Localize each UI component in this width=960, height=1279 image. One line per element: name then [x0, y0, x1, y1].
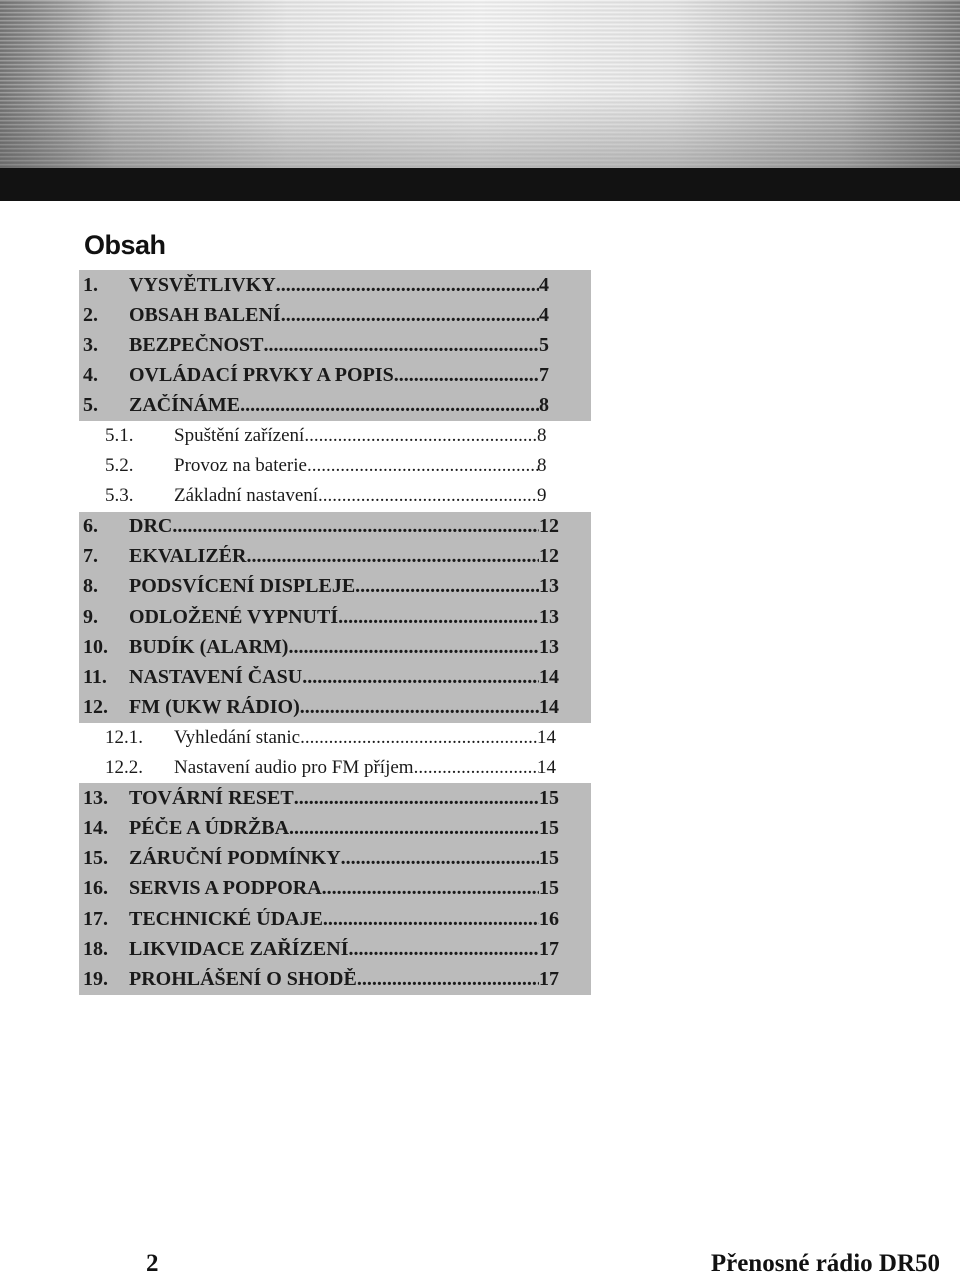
toc-entry-label: SERVIS A PODPORA — [129, 877, 322, 900]
toc-entry[interactable] — [79, 874, 591, 904]
toc-entry-leader — [129, 274, 539, 297]
toc-entry-number: 11. — [83, 666, 107, 689]
toc-entry-page: 8 — [539, 394, 549, 417]
toc-dot-leader — [246, 545, 539, 568]
toc-entry-page: 14 — [539, 696, 559, 719]
toc-entry-label: Provoz na baterie — [174, 455, 307, 477]
toc-entry-label: PODSVÍCENÍ DISPLEJE — [129, 575, 356, 598]
toc-dot-leader — [240, 394, 539, 417]
toc-entry[interactable] — [79, 421, 591, 451]
toc-entry[interactable] — [79, 844, 591, 874]
toc-entry-page: 5 — [539, 333, 549, 356]
toc-entry-page: 14 — [537, 726, 556, 748]
toc-entry-number: 7. — [83, 545, 98, 568]
toc-entry-leader — [129, 847, 539, 870]
toc-dot-leader — [300, 727, 539, 749]
toc-entry-page: 12 — [539, 545, 559, 568]
toc-dot-leader — [341, 847, 539, 870]
toc-entry-leader — [174, 485, 539, 507]
toc-dot-leader — [349, 938, 540, 961]
toc-entry[interactable] — [79, 270, 591, 300]
toc-dot-leader — [355, 575, 539, 598]
toc-entry-leader — [129, 666, 539, 689]
toc-dot-leader — [304, 425, 539, 447]
toc-entry-label: ZÁRUČNÍ PODMÍNKY — [129, 847, 341, 870]
toc-dot-leader — [318, 485, 539, 507]
footer-product-title: Přenosné rádio DR50 — [710, 1250, 940, 1277]
toc-entry-page: 15 — [539, 847, 559, 870]
toc-entry[interactable] — [79, 693, 591, 723]
toc-entry-number: 10. — [83, 635, 108, 658]
toc-entry-number: 16. — [83, 877, 108, 900]
toc-entry[interactable] — [79, 753, 591, 783]
toc-entry[interactable] — [79, 783, 591, 813]
toc-entry[interactable] — [79, 330, 591, 360]
toc-entry[interactable] — [79, 602, 591, 632]
toc-entry-leader — [129, 575, 539, 598]
toc-entry-label: BUDÍK (ALARM) — [129, 635, 289, 658]
toc-dot-leader — [300, 696, 539, 719]
toc-entry-label: OVLÁDACÍ PRVKY A POPIS — [129, 364, 394, 387]
toc-entry-label: NASTAVENÍ ČASU — [129, 666, 303, 689]
toc-entry[interactable] — [79, 361, 591, 391]
toc-entry-number: 5. — [83, 394, 98, 417]
toc-entry[interactable] — [79, 813, 591, 843]
toc-entry-leader — [129, 515, 539, 538]
header-decorative-band — [0, 0, 960, 168]
toc-entry-number: 3. — [83, 333, 98, 356]
toc-entry-leader — [129, 968, 539, 991]
toc-entry[interactable] — [79, 451, 591, 481]
toc-entry-label: Základní nastavení — [174, 485, 319, 507]
toc-dot-leader — [302, 666, 539, 689]
toc-entry-page: 13 — [539, 575, 559, 598]
toc-entry-label: Spuštění zařízení — [174, 425, 305, 447]
footer-page-number: 2 — [146, 1250, 159, 1277]
toc-entry-label: VYSVĚTLIVKY — [129, 273, 276, 296]
toc-entry-number: 9. — [83, 605, 98, 628]
toc-entry-leader — [129, 938, 539, 961]
toc-dot-leader — [289, 817, 539, 840]
toc-dot-leader — [338, 606, 539, 629]
toc-entry-page: 15 — [539, 877, 559, 900]
toc-entry-page: 4 — [539, 303, 549, 326]
toc-entry[interactable] — [79, 904, 591, 934]
toc-entry-leader — [174, 455, 539, 477]
toc-entry[interactable] — [79, 542, 591, 572]
toc-entry-page: 16 — [539, 907, 559, 930]
toc-entry[interactable] — [79, 512, 591, 542]
toc-dot-leader — [394, 364, 539, 387]
toc-entry-number: 5.3. — [105, 485, 134, 507]
toc-entry-label: PROHLÁŠENÍ O SHODĚ — [129, 967, 357, 990]
toc-entry-page: 17 — [539, 967, 559, 990]
toc-entry-label: PÉČE A ÚDRŽBA — [129, 816, 290, 839]
toc-entry-label: ZAČÍNÁME — [129, 394, 241, 417]
toc-entry[interactable] — [79, 572, 591, 602]
toc-entry-page: 14 — [537, 757, 556, 779]
toc-entry-page: 15 — [539, 816, 559, 839]
toc-dot-leader — [276, 274, 539, 297]
toc-entry-label: OBSAH BALENÍ — [129, 303, 281, 326]
toc-entry-page: 7 — [539, 364, 549, 387]
toc-entry-page: 14 — [539, 666, 559, 689]
toc-dot-leader — [307, 455, 539, 477]
toc-entry-number: 12.2. — [105, 757, 143, 779]
toc-entry[interactable] — [79, 662, 591, 692]
toc-entry[interactable] — [79, 391, 591, 421]
toc-dot-leader — [357, 968, 539, 991]
toc-entry-label: TECHNICKÉ ÚDAJE — [129, 907, 323, 930]
header-black-bar — [0, 168, 960, 201]
toc-entry-page: 9 — [537, 485, 547, 507]
toc-dot-leader — [281, 304, 539, 327]
toc-entry-leader — [174, 757, 539, 779]
toc-entry-page: 8 — [537, 425, 547, 447]
toc-entry-leader — [129, 545, 539, 568]
toc-dot-leader — [263, 334, 539, 357]
toc-entry-number: 5.2. — [105, 455, 134, 477]
toc-entry-leader — [129, 817, 539, 840]
toc-entry-page: 13 — [539, 635, 559, 658]
toc-entry-number: 12. — [83, 696, 108, 719]
toc-entry-number: 15. — [83, 847, 108, 870]
toc-entry-page: 8 — [537, 455, 547, 477]
toc-dot-leader — [414, 757, 539, 779]
toc-entry[interactable] — [79, 300, 591, 330]
toc-entry-number: 2. — [83, 303, 98, 326]
toc-entry-page: 15 — [539, 786, 559, 809]
toc-entry-leader — [129, 606, 539, 629]
toc-entry[interactable] — [79, 632, 591, 662]
toc-entry-leader — [129, 636, 539, 659]
toc-dot-leader — [172, 515, 539, 538]
toc-entry[interactable] — [79, 964, 591, 994]
toc-entry-number: 17. — [83, 907, 108, 930]
toc-entry-label: TOVÁRNÍ RESET — [129, 786, 294, 809]
toc-entry-number: 1. — [83, 273, 98, 296]
toc-entry-leader — [174, 727, 539, 749]
toc-dot-leader — [322, 877, 539, 900]
toc-entry-page: 4 — [539, 273, 549, 296]
toc-entry[interactable] — [79, 934, 591, 964]
toc-entry-leader — [129, 877, 539, 900]
toc-entry-label: EKVALIZÉR — [129, 545, 247, 568]
toc-dot-leader — [288, 636, 539, 659]
table-of-contents — [79, 270, 591, 995]
toc-entry-leader — [129, 394, 539, 417]
toc-entry-label: ODLOŽENÉ VYPNUTÍ — [129, 605, 339, 628]
toc-entry-leader — [129, 334, 539, 357]
toc-entry-label: Vyhledání stanic — [174, 726, 301, 748]
toc-entry-number: 18. — [83, 937, 108, 960]
toc-entry-number: 19. — [83, 967, 108, 990]
toc-dot-leader — [323, 908, 539, 931]
toc-entry-leader — [129, 908, 539, 931]
toc-entry-label: LIKVIDACE ZAŘÍZENÍ — [129, 937, 349, 960]
toc-entry-page: 17 — [539, 937, 559, 960]
toc-entry-number: 5.1. — [105, 425, 134, 447]
toc-entry-number: 4. — [83, 364, 98, 387]
toc-entry-leader — [174, 425, 539, 447]
toc-entry-label: FM (UKW RÁDIO) — [129, 696, 300, 719]
toc-entry-label: BEZPEČNOST — [129, 333, 264, 356]
toc-dot-leader — [294, 787, 539, 810]
toc-entry-leader — [129, 787, 539, 810]
toc-entry-number: 13. — [83, 786, 108, 809]
toc-entry-leader — [129, 364, 539, 387]
toc-entry-page: 13 — [539, 605, 559, 628]
toc-entry-number: 6. — [83, 515, 98, 538]
toc-entry[interactable] — [79, 481, 591, 511]
toc-entry-leader — [129, 304, 539, 327]
toc-entry[interactable] — [79, 723, 591, 753]
toc-entry-label: Nastavení audio pro FM příjem — [174, 757, 414, 779]
toc-entry-page: 12 — [539, 515, 559, 538]
toc-entry-leader — [129, 696, 539, 719]
page-title: Obsah — [84, 230, 166, 260]
toc-entry-label: DRC — [129, 515, 173, 538]
toc-entry-number: 12.1. — [105, 726, 143, 748]
toc-entry-number: 14. — [83, 816, 108, 839]
toc-entry-number: 8. — [83, 575, 98, 598]
